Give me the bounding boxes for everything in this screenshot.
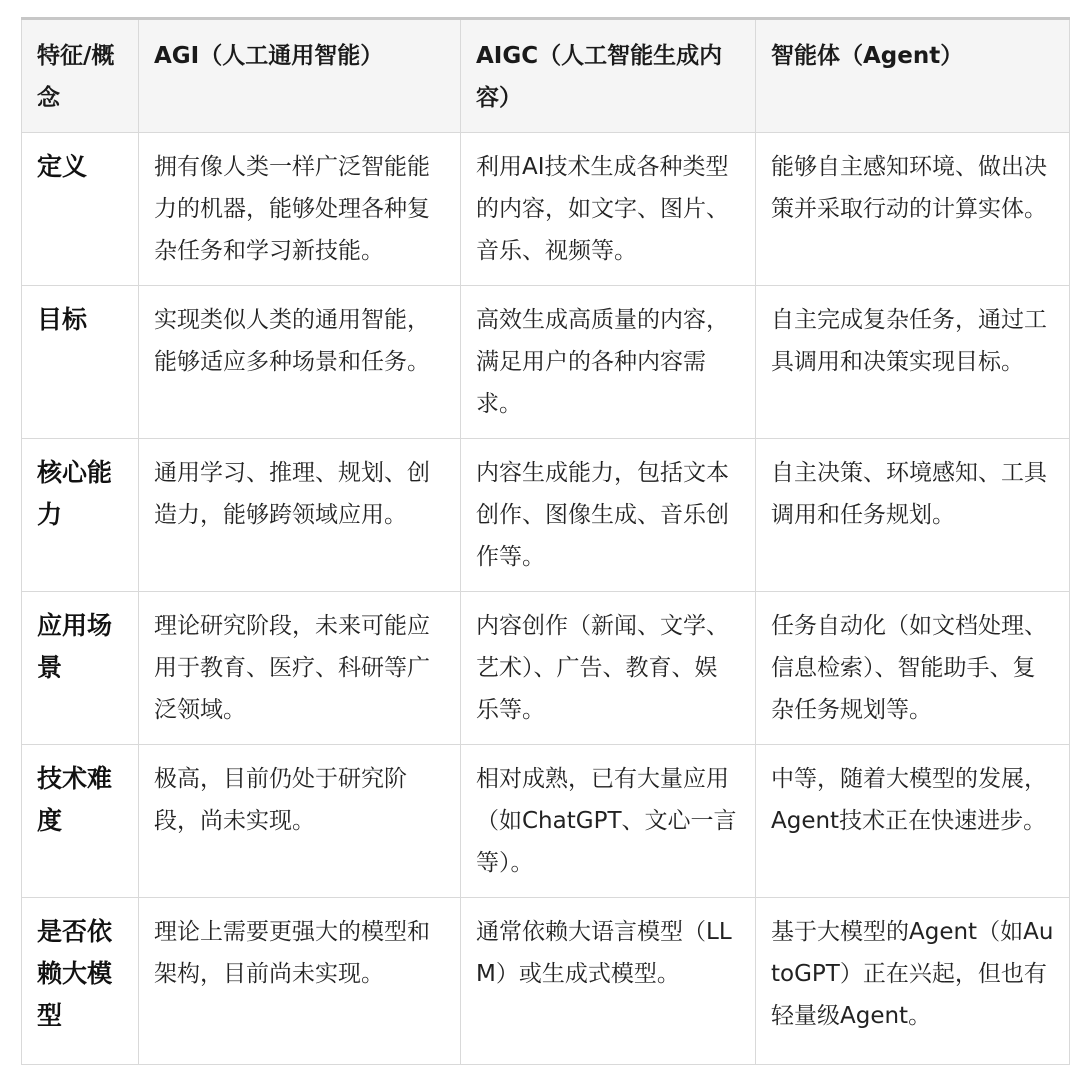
cell-agent: 基于大模型的Agent（如AutoGPT）正在兴起，但也有轻量级Agent。 [756, 898, 1070, 1065]
comparison-table [21, 17, 1070, 1065]
row-label: 定义 [22, 133, 139, 286]
cell-agent: 自主决策、环境感知、工具调用和任务规划。 [756, 439, 1070, 592]
header-aigc: AIGC（人工智能生成内容） [461, 19, 756, 133]
header-agent: 智能体（Agent） [756, 19, 1070, 133]
cell-agent: 能够自主感知环境、做出决策并采取行动的计算实体。 [756, 133, 1070, 286]
cell-agent: 中等，随着大模型的发展，Agent技术正在快速进步。 [756, 745, 1070, 898]
row-label: 应用场景 [22, 592, 139, 745]
table-header-row [22, 19, 1070, 133]
cell-agent: 自主完成复杂任务，通过工具调用和决策实现目标。 [756, 286, 1070, 439]
cell-aigc: 利用AI技术生成各种类型的内容，如文字、图片、音乐、视频等。 [461, 133, 756, 286]
row-label: 目标 [22, 286, 139, 439]
cell-aigc: 高效生成高质量的内容，满足用户的各种内容需求。 [461, 286, 756, 439]
row-label: 核心能力 [22, 439, 139, 592]
header-feature: 特征/概念 [22, 19, 139, 133]
cell-agi: 通用学习、推理、规划、创造力，能够跨领域应用。 [139, 439, 461, 592]
cell-agi: 拥有像人类一样广泛智能能力的机器，能够处理各种复杂任务和学习新技能。 [139, 133, 461, 286]
cell-agi: 理论研究阶段，未来可能应用于教育、医疗、科研等广泛领域。 [139, 592, 461, 745]
cell-agi: 实现类似人类的通用智能，能够适应多种场景和任务。 [139, 286, 461, 439]
row-label: 技术难度 [22, 745, 139, 898]
row-label: 是否依赖大模型 [22, 898, 139, 1065]
cell-aigc: 内容生成能力，包括文本创作、图像生成、音乐创作等。 [461, 439, 756, 592]
comparison-table-container [21, 17, 1069, 1065]
cell-aigc: 通常依赖大语言模型（LLM）或生成式模型。 [461, 898, 756, 1065]
table-row [22, 133, 1070, 286]
table-row [22, 898, 1070, 1065]
cell-agi: 极高，目前仍处于研究阶段，尚未实现。 [139, 745, 461, 898]
header-agi: AGI（人工通用智能） [139, 19, 461, 133]
cell-agent: 任务自动化（如文档处理、信息检索）、智能助手、复杂任务规划等。 [756, 592, 1070, 745]
cell-agi: 理论上需要更强大的模型和架构，目前尚未实现。 [139, 898, 461, 1065]
table-row [22, 745, 1070, 898]
cell-aigc: 内容创作（新闻、文学、艺术）、广告、教育、娱乐等。 [461, 592, 756, 745]
table-row [22, 592, 1070, 745]
table-row [22, 439, 1070, 592]
cell-aigc: 相对成熟，已有大量应用（如ChatGPT、文心一言等）。 [461, 745, 756, 898]
table-row [22, 286, 1070, 439]
